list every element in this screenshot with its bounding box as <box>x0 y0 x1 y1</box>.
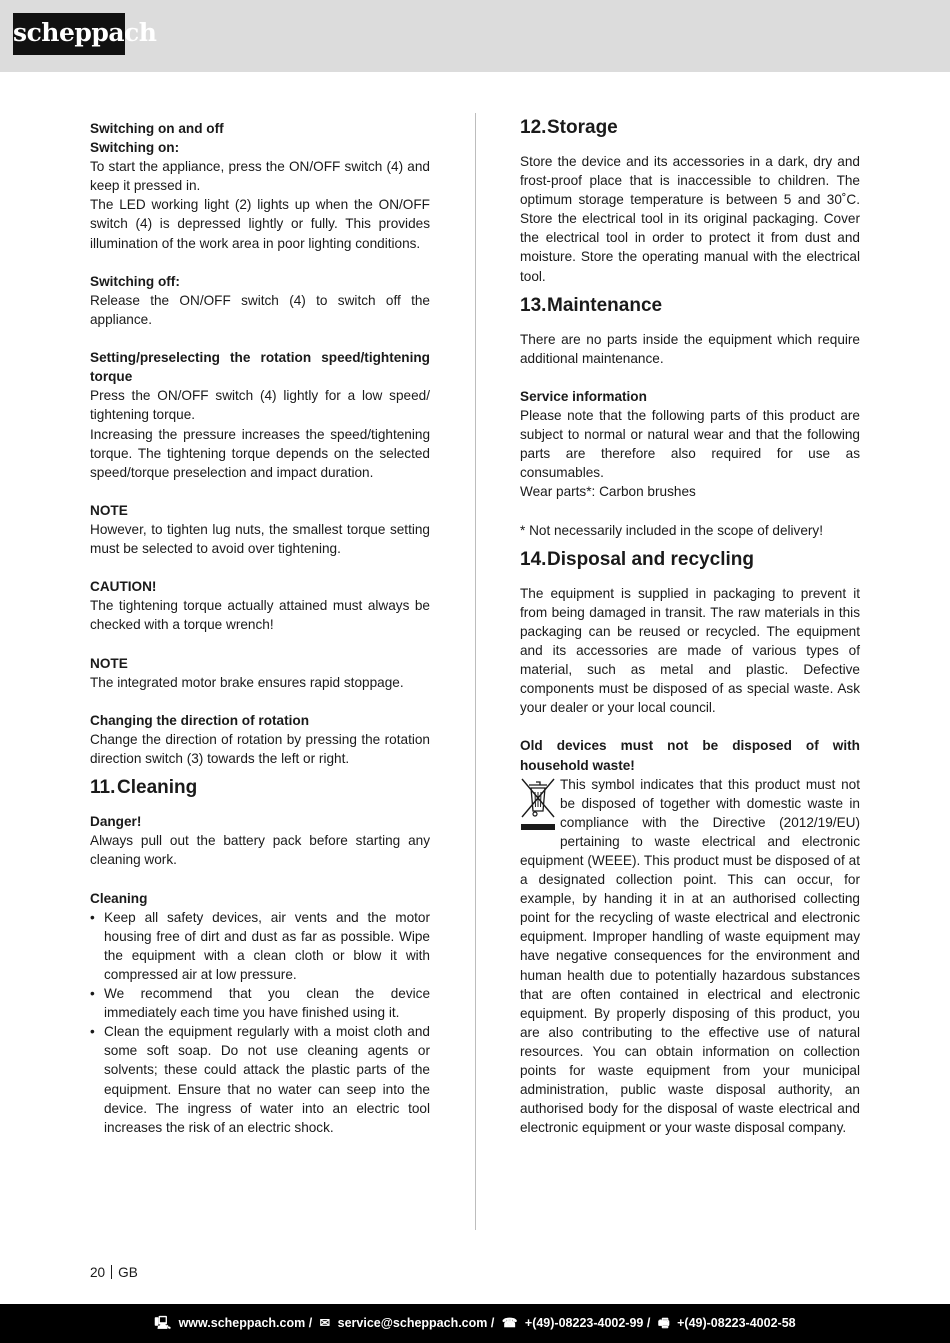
page-footer <box>0 1304 950 1343</box>
left-column <box>90 119 430 1137</box>
switching-on-paragraph-1: To start the appliance, press the ON/OFF switch (4) and keep it pressed in. <box>90 159 430 194</box>
speed-paragraph-2: Increasing the pressure increases the speed/tightening torque. The tightening torque depends on the selected speed/torque preselection and impact duration. <box>90 426 430 480</box>
weee-paragraph: This symbol indicates that this product must not be disposed of together with domestic waste in compliance with the Directive (2012/19/EU) pertaining to waste electrical and electronic equipment (WEEE). This product must be disposed of at a designated collection point. This can occur, for example, by handing it in at an authorised collecting point for the recycling of waste electrical and electronic equipment. Improper handling of waste equipment may have negative consequences for the environment and human health due to potentially hazardous substances that are often contained in electrical and electronic equipment. By properly disposing of this product, you are also contributing to the effective use of natural resources. You can obtain information on collection points for waste equipment from your municipal administration, public waste disposal authority, an authorised body for the disposal of waste electrical and electronic equipment or your waste disposal company. <box>520 776 860 1136</box>
phone-number: +(49)-08223-4002-99 / <box>524 1316 651 1330</box>
disposal-section-heading <box>520 546 860 574</box>
storage-paragraph: Store the device and its accessories in a dark, dry and frost-proof place that is inaccessible to children. The optimum storage temperature is between 5 and 30˚C. Store the electrical tool in its original packaging. Cover the electrical tool in order to protect it from dust and moisture. Store the operating manual with the electrical tool. <box>520 154 860 284</box>
column-divider <box>475 113 476 1230</box>
mail-icon: ✉ <box>319 1316 331 1330</box>
section-number: 12. <box>520 117 547 138</box>
weee-block <box>520 775 860 1138</box>
language-code: GB <box>118 1265 138 1280</box>
section-title: Maintenance <box>547 294 663 316</box>
danger-paragraph: Always pull out the battery pack before starting any cleaning work. <box>90 833 430 868</box>
phone-icon: ☎ <box>501 1316 518 1330</box>
list-item: • Keep all safety devices, air vents and the motor housing free of dirt and dust as far as possible. Wipe the equipment with a clean cloth or blow it with compressed air at low pressure. <box>90 908 430 984</box>
section-title: Storage <box>547 117 618 138</box>
cleaning-list <box>90 908 430 1137</box>
cleaning-subtitle: Cleaning <box>90 890 148 906</box>
note-title: NOTE <box>90 655 128 671</box>
section-title: Disposal and recycling <box>547 548 754 570</box>
section-number: 14. <box>520 548 547 570</box>
note-paragraph: However, to tighten lug nuts, the smallest torque setting must be selected to avoid over tightening. <box>90 521 430 557</box>
direction-paragraph: Change the direction of rotation by pressing the rotation direction switch (3) towards the left or right. <box>90 732 430 767</box>
switching-on-title: Switching on: <box>90 140 180 156</box>
switching-off-paragraph: Release the ON/OFF switch (4) to switch off the appliance. <box>90 292 430 327</box>
page-header <box>0 0 950 72</box>
not-included-note: * Not necessarily included in the scope of delivery! <box>520 522 823 538</box>
maintenance-paragraph: There are no parts inside the equipment which require additional maintenance. <box>520 331 860 366</box>
switching-title: Switching on and off <box>90 121 224 136</box>
email-link[interactable]: service@scheppach.com / <box>337 1316 495 1330</box>
crossed-bin-icon <box>520 777 556 833</box>
section-number: 13. <box>520 294 547 316</box>
section-title: Cleaning <box>117 777 198 799</box>
speed-paragraph-1: Press the ON/OFF switch (4) lightly for a low speed/ tightening torque. <box>90 388 430 423</box>
service-title: Service information <box>520 388 647 404</box>
maintenance-section-heading <box>520 292 860 320</box>
cleaning-section-heading <box>90 774 430 802</box>
website-link[interactable]: www.scheppach.com / <box>178 1316 313 1330</box>
storage-section-heading <box>520 114 860 142</box>
note-title: NOTE <box>90 502 128 518</box>
page-number: 20 <box>90 1265 106 1280</box>
danger-title: Danger! <box>90 814 142 830</box>
section-number: 11. <box>90 777 116 799</box>
fax-icon: 🖷 <box>657 1316 670 1330</box>
list-item: • We recommend that you clean the device immediately each time you have finished using it. <box>90 984 430 1022</box>
right-column <box>520 114 860 1137</box>
page-number-area <box>90 1265 138 1280</box>
service-paragraph: Please note that the following parts of this product are subject to normal or natural wear and that the following parts are therefore also required for use as consumables. <box>520 408 860 481</box>
list-item: • Clean the equipment regularly with a moist cloth and some soft soap. Do not use cleaning agents or solvents; these could attack the plastic parts of the equipment. Ensure that no water can seep into the device. The ingress of water into an electric tool increases the risk of an electric shock. <box>90 1022 430 1137</box>
wear-parts: Wear parts*: Carbon brushes <box>520 484 696 500</box>
disposal-paragraph: The equipment is supplied in packaging to prevent it from being damaged in transit. The raw materials in this packaging can be reused or recycled. The equipment and its accessories are made of various types of material, such as metal and plastic. Defective components must be disposed of as special waste. Ask your dealer or your local council. <box>520 585 860 716</box>
computer-icon: 🖳 <box>154 1316 172 1330</box>
caution-paragraph: The tightening torque actually attained must always be checked with a torque wrench! <box>90 598 430 633</box>
scheppach-logo: scheppach <box>13 13 125 55</box>
switching-on-paragraph-2: The LED working light (2) lights up when the ON/OFF switch (4) is depressed lightly or fully. This provides illumination of the work area in poor lighting conditions. <box>90 197 430 251</box>
old-devices-title: Old devices must not be disposed of with household waste! <box>520 738 860 773</box>
direction-title: Changing the direction of rotation <box>90 712 309 728</box>
switching-off-title: Switching off: <box>90 273 180 289</box>
fax-number: +(49)-08223-4002-58 <box>677 1316 796 1330</box>
speed-title: Setting/preselecting the rotation speed/tightening torque <box>90 350 430 385</box>
note-paragraph: The integrated motor brake ensures rapid stoppage. <box>90 674 404 690</box>
caution-title: CAUTION! <box>90 579 157 595</box>
